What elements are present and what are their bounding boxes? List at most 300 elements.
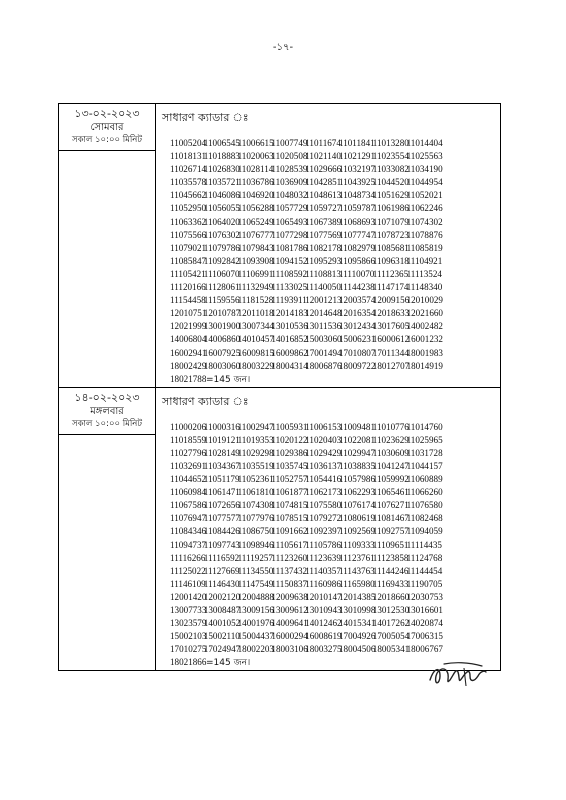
roll-number: 13010536 — [271, 321, 308, 332]
roll-number: 11035519 — [237, 460, 274, 471]
roll-number: 13007733 — [170, 605, 207, 615]
roll-row — [170, 591, 500, 604]
roll-number: 11085681 — [372, 242, 409, 253]
roll-number: 11006153 — [305, 421, 342, 432]
roll-number: 11085847 — [170, 255, 207, 266]
roll-number: 11132949 — [237, 282, 274, 293]
roll-number: 11123858 — [372, 552, 409, 563]
roll-number: 11067389 — [305, 216, 342, 227]
roll-number: 11005204 — [170, 138, 207, 148]
roll-number: 15002110 — [203, 631, 240, 642]
roll-number: 11077976 — [237, 513, 274, 524]
roll-row — [170, 294, 500, 307]
exam-date: ১৪-০২-২০২৩ — [74, 390, 140, 404]
roll-number: 11108592 — [271, 268, 308, 279]
roll-row — [170, 630, 500, 643]
roll-number: 11075580 — [305, 500, 342, 511]
roll-number: 11081786 — [271, 242, 308, 253]
roll-number: 11035745 — [271, 460, 308, 471]
roll-number: 11096318 — [372, 255, 409, 266]
roll-number: 11021291 — [338, 151, 376, 162]
roll-number: 12011018 — [237, 308, 274, 319]
roll-number: 11133025 — [271, 282, 308, 293]
roll-number: 12010787 — [203, 308, 241, 319]
roll-list-cell — [156, 104, 501, 388]
roll-number: 11112365 — [372, 268, 409, 279]
roll-number: 12010147 — [305, 591, 342, 602]
roll-number: 17005054 — [372, 631, 410, 642]
roll-number: 11062293 — [338, 487, 376, 498]
roll-number: 17010275 — [170, 644, 207, 655]
roll-number: 11127669 — [203, 565, 240, 576]
roll-number: 11077298 — [271, 229, 308, 240]
roll-number: 11036137 — [305, 460, 342, 471]
roll-number: 17004926 — [338, 631, 376, 642]
roll-number: 14001976 — [237, 618, 274, 629]
roll-number: 12030753 — [406, 591, 443, 602]
roll-number: 11084426 — [203, 526, 240, 537]
roll-row — [170, 539, 500, 552]
roll-number: 11082979 — [338, 242, 376, 253]
roll-number: 11051629 — [372, 190, 409, 201]
roll-row — [170, 229, 500, 242]
roll-number: 11026714 — [170, 164, 207, 175]
roll-number: 11018559 — [170, 434, 207, 445]
roll-number: 18009722 — [338, 360, 376, 371]
roll-number: 12003574 — [338, 295, 376, 306]
roll-row — [170, 447, 500, 460]
roll-number: 11048032 — [271, 190, 308, 201]
roll-number: 12002120 — [203, 591, 241, 602]
roll-number: 13010998 — [338, 605, 376, 615]
roll-row — [170, 307, 500, 320]
roll-number: 18001983 — [406, 347, 443, 358]
roll-number: 14010457 — [237, 334, 274, 345]
roll-number: 11056055 — [203, 203, 240, 214]
roll-number: 11048734 — [338, 190, 376, 201]
roll-number: 18021866 — [170, 657, 207, 668]
roll-number: 13012530 — [372, 605, 410, 615]
roll-row — [170, 137, 500, 150]
roll-row — [170, 552, 500, 565]
cadre-heading: সাধারণ ক্যাডার ঃ — [162, 111, 249, 124]
page-number: -১৭- — [272, 42, 294, 53]
roll-number: 16009815 — [237, 347, 274, 358]
roll-number: 11042851 — [305, 177, 342, 188]
roll-number: 11060984 — [170, 487, 207, 498]
roll-number: 11079786 — [203, 242, 240, 253]
roll-number: 13007344 — [237, 321, 274, 332]
roll-number: 11064020 — [203, 216, 240, 227]
roll-number: 11065493 — [271, 216, 308, 227]
roll-number: 16000612 — [372, 334, 410, 345]
roll-number: 11033082 — [372, 164, 409, 175]
roll-number: 15006231 — [338, 334, 376, 345]
roll-number: 11075566 — [170, 229, 207, 240]
roll-number: 11150837 — [271, 578, 308, 589]
roll-number: 13009156 — [237, 605, 274, 615]
roll-number: 11091662 — [271, 526, 308, 537]
exam-time: সকাল ১০:০০ মিনিট — [71, 135, 142, 145]
exam-day: সোমবার — [90, 122, 124, 133]
roll-number: 11077747 — [338, 229, 376, 240]
roll-number: 16009862 — [271, 347, 308, 358]
roll-list-cell — [156, 387, 501, 671]
roll-number: 13010943 — [305, 605, 342, 615]
roll-number: 11079272 — [305, 513, 342, 524]
roll-number: 14017262 — [372, 618, 410, 629]
roll-number: 11013280 — [372, 138, 409, 148]
roll-number: 11144246 — [372, 565, 409, 576]
roll-number: 11094152 — [271, 255, 308, 266]
roll-number: 11078876 — [406, 229, 443, 240]
roll-number: 11025965 — [406, 434, 443, 445]
roll-number: 18014919 — [406, 360, 443, 371]
roll-number: 11078515 — [271, 513, 308, 524]
roll-number: 11029429 — [305, 447, 342, 458]
roll-row — [170, 578, 500, 591]
roll-number: 11072656 — [203, 500, 240, 511]
roll-row — [170, 150, 500, 163]
roll-row — [170, 565, 500, 578]
exam-schedule-table — [58, 103, 501, 671]
roll-number: 14015341 — [338, 618, 376, 629]
roll-number: 13001900 — [203, 321, 241, 332]
roll-number: 12018660 — [372, 591, 410, 602]
roll-row — [170, 525, 500, 538]
roll-number: 11076174 — [338, 500, 376, 511]
roll-row — [170, 617, 500, 630]
roll-row — [170, 643, 500, 656]
roll-number: 18003106 — [271, 644, 308, 655]
roll-number: 11119257 — [237, 552, 273, 563]
roll-number: 14016852 — [271, 334, 308, 345]
roll-number: 11123761 — [338, 552, 375, 563]
roll-number: 12001213 — [305, 295, 342, 306]
roll-number: 11165980 — [338, 578, 375, 589]
roll-number: 12010029 — [406, 295, 443, 306]
roll-number: 12021660 — [406, 308, 443, 319]
roll-number: 11061986 — [372, 203, 409, 214]
roll-number: 18004314 — [271, 360, 308, 371]
roll-number: 11034367 — [203, 460, 240, 471]
total-count: =145 জন। — [206, 374, 251, 385]
roll-number: 11160986 — [305, 578, 341, 589]
roll-number: 11020063 — [237, 151, 274, 162]
roll-number: 11036786 — [237, 177, 274, 188]
roll-number: 11062173 — [305, 487, 342, 498]
roll-number: 11078723 — [372, 229, 409, 240]
roll-number: 11124768 — [406, 552, 443, 563]
roll-number: 11144238 — [338, 282, 375, 293]
roll-row — [170, 242, 500, 255]
roll-number: 11020122 — [271, 434, 308, 445]
roll-number: 14009641 — [271, 618, 308, 629]
roll-number: 11109651 — [372, 539, 409, 550]
roll-number: 11134550 — [237, 565, 274, 576]
roll-number: 11076580 — [406, 500, 443, 511]
roll-number: 11140357 — [305, 565, 341, 576]
roll-number: 13023579 — [170, 618, 207, 629]
roll-number: 11105786 — [305, 539, 341, 550]
roll-number: 11085819 — [406, 242, 443, 253]
roll-number: 18004506 — [338, 644, 376, 655]
roll-number: 11068693 — [338, 216, 376, 227]
roll-number: 16008619 — [305, 631, 342, 642]
roll-number: 11006615 — [237, 138, 274, 148]
exam-day: মঙ্গলবার — [90, 405, 124, 417]
roll-number: 11076947 — [170, 513, 207, 524]
roll-number: 11045662 — [170, 190, 207, 201]
roll-number: 11109333 — [338, 539, 375, 550]
roll-number: 11041247 — [372, 460, 409, 471]
roll-row — [170, 255, 500, 268]
signature — [424, 658, 494, 694]
roll-row — [170, 434, 500, 447]
roll-number: 11018131 — [170, 151, 207, 162]
roll-number: 11000206 — [170, 421, 207, 432]
roll-number: 11026830 — [203, 164, 240, 175]
exam-time: সকাল ১০:০০ মিনিট — [71, 418, 142, 429]
roll-number: 11014760 — [406, 421, 443, 432]
roll-number: 12014183 — [271, 308, 308, 319]
roll-number: 13016601 — [406, 605, 443, 615]
roll-number: 11128061 — [203, 282, 240, 293]
roll-row — [170, 512, 500, 525]
roll-number: 11148340 — [406, 282, 443, 293]
roll-number: 14006860 — [203, 334, 241, 345]
roll-number: 11181528 — [237, 295, 274, 306]
roll-number: 11046920 — [237, 190, 274, 201]
roll-number: 11065249 — [237, 216, 274, 227]
roll-number: 11010776 — [372, 421, 409, 432]
roll-number: 15002103 — [170, 631, 207, 642]
roll-row — [170, 268, 500, 281]
roll-number: 18002429 — [170, 360, 207, 371]
roll-number: 11076302 — [203, 229, 240, 240]
roll-number: 11023629 — [372, 434, 409, 445]
roll-number: 11084346 — [170, 526, 207, 537]
roll-number-list — [156, 127, 500, 387]
roll-number: 11065461 — [372, 487, 409, 498]
roll-number: 11011841 — [338, 138, 375, 148]
roll-number: 13008487 — [203, 605, 241, 615]
roll-number-list — [156, 411, 500, 671]
roll-number: 11076271 — [372, 500, 409, 511]
roll-row — [170, 604, 500, 617]
roll-row — [170, 176, 500, 189]
roll-number: 11029666 — [305, 164, 342, 175]
roll-row — [170, 460, 500, 473]
roll-number: 14002482 — [406, 321, 443, 332]
roll-number: 11114435 — [406, 539, 442, 550]
roll-number: 11140050 — [305, 282, 341, 293]
roll-number: 11054416 — [305, 474, 342, 485]
roll-number: 11108813 — [305, 268, 341, 279]
schedule-row-1 — [59, 104, 501, 388]
roll-number: 13011536 — [305, 321, 342, 332]
roll-row — [170, 216, 500, 229]
roll-number: 12016354 — [338, 308, 376, 319]
roll-number: 11110070 — [338, 268, 375, 279]
roll-number: 12001420 — [170, 591, 207, 602]
roll-number: 11060889 — [406, 474, 443, 485]
roll-number: 11116266 — [170, 552, 206, 563]
roll-number: 11079021 — [170, 242, 207, 253]
roll-number: 11061877 — [271, 487, 308, 498]
roll-number: 14020874 — [406, 618, 443, 629]
roll-number: 11044954 — [406, 177, 443, 188]
roll-number: 11021140 — [305, 151, 341, 162]
roll-number: 11029298 — [237, 447, 274, 458]
roll-number: 18005341 — [372, 644, 410, 655]
roll-number: 11074815 — [271, 500, 308, 511]
roll-number: 11059992 — [372, 474, 409, 485]
roll-number: 11028114 — [237, 164, 274, 175]
roll-number: 11097743 — [203, 539, 240, 550]
roll-number: 18003229 — [237, 360, 274, 371]
schedule-row-2 — [59, 387, 501, 671]
roll-number: 11018883 — [203, 151, 240, 162]
roll-row — [170, 421, 500, 434]
date-cell — [59, 387, 156, 671]
roll-number: 11043925 — [338, 177, 376, 188]
roll-number: 11092397 — [305, 526, 342, 537]
roll-number: 11035578 — [170, 177, 207, 188]
roll-number: 11044652 — [170, 474, 207, 485]
roll-number: 11086750 — [237, 526, 274, 537]
roll-number: 18003060 — [203, 360, 241, 371]
roll-number: 12009156 — [372, 295, 410, 306]
roll-number: 11059787 — [338, 203, 376, 214]
roll-number: 11169433 — [372, 578, 409, 589]
roll-number: 18006876 — [305, 360, 342, 371]
roll-number: 11057729 — [271, 203, 308, 214]
roll-number: 11034190 — [406, 164, 443, 175]
roll-number: 16002941 — [170, 347, 207, 358]
roll-number: 12014385 — [338, 591, 376, 602]
roll-number: 11071079 — [372, 216, 409, 227]
roll-number: 11027796 — [170, 447, 207, 458]
roll-number: 11137432 — [271, 565, 308, 576]
roll-number: 11028149 — [203, 447, 240, 458]
date-cell — [59, 104, 156, 388]
roll-number: 11092842 — [203, 255, 240, 266]
roll-number: 11011674 — [305, 138, 341, 148]
roll-number: 11029386 — [271, 447, 308, 458]
exam-date: ১৩-০২-২০২৩ — [74, 107, 140, 120]
roll-number: 11120166 — [170, 282, 206, 293]
roll-number: 11104921 — [406, 255, 443, 266]
roll-number: 11063362 — [170, 216, 207, 227]
roll-number: 11046086 — [203, 190, 240, 201]
roll-number: 11025563 — [406, 151, 443, 162]
roll-number: 11062246 — [406, 203, 443, 214]
roll-number: 11159556 — [203, 295, 240, 306]
roll-number: 12009638 — [271, 591, 308, 602]
roll-number: 18002203 — [237, 644, 274, 655]
divider — [59, 147, 155, 151]
cadre-heading: সাধারণ ক্যাডার ঃ — [162, 394, 249, 408]
roll-number: 11077569 — [305, 229, 342, 240]
roll-number: 11066260 — [406, 487, 443, 498]
roll-number: 17024947 — [203, 644, 241, 655]
roll-row — [170, 473, 500, 486]
roll-row — [170, 320, 500, 333]
roll-number: 11067586 — [170, 500, 207, 511]
roll-number: 11031728 — [406, 447, 443, 458]
roll-number: 17011344 — [372, 347, 409, 358]
roll-number: 11059727 — [305, 203, 342, 214]
roll-number: 11009481 — [338, 421, 376, 432]
roll-row — [170, 347, 500, 360]
roll-number: 16000294 — [271, 631, 308, 642]
roll-row — [170, 486, 500, 499]
roll-row — [170, 202, 500, 215]
roll-number: 12010751 — [170, 308, 207, 319]
roll-number: 11092757 — [372, 526, 409, 537]
roll-number: 11028539 — [271, 164, 308, 175]
roll-number: 11147174 — [372, 282, 409, 293]
roll-number: 11077577 — [203, 513, 240, 524]
total-row — [170, 373, 500, 387]
roll-number: 15003060 — [305, 334, 342, 345]
roll-number: 11019121 — [203, 434, 240, 445]
roll-number: 11074302 — [406, 216, 443, 227]
roll-row — [170, 281, 500, 294]
roll-number: 11005931 — [271, 421, 308, 432]
roll-number: 11052021 — [406, 190, 443, 201]
roll-number: 11038835 — [338, 460, 376, 471]
roll-number: 13012434 — [338, 321, 376, 332]
roll-number: 17001494 — [305, 347, 342, 358]
roll-number: 11061471 — [203, 487, 240, 498]
roll-number: 18006767 — [406, 644, 443, 655]
roll-number: 11094059 — [406, 526, 443, 537]
roll-number: 11098946 — [237, 539, 274, 550]
roll-number: 11081467 — [372, 513, 409, 524]
roll-row — [170, 333, 500, 346]
roll-number: 18012707 — [372, 360, 410, 371]
roll-number: 11032691 — [170, 460, 207, 471]
roll-number: 11093908 — [237, 255, 274, 266]
roll-number: 16001232 — [406, 334, 443, 345]
roll-number: 11029947 — [338, 447, 376, 458]
roll-number: 11057986 — [338, 474, 376, 485]
roll-number: 11023554 — [372, 151, 409, 162]
roll-row — [170, 499, 500, 512]
roll-number: 11022081 — [338, 434, 376, 445]
roll-number: 11092569 — [338, 526, 376, 537]
roll-number: 11106991 — [237, 268, 274, 279]
roll-number: 11143763 — [338, 565, 375, 576]
roll-number: 11105421 — [170, 268, 206, 279]
roll-number: 11020508 — [271, 151, 308, 162]
roll-number: 11116592 — [203, 552, 240, 563]
roll-number: 11044157 — [406, 460, 443, 471]
roll-number: 11074308 — [237, 500, 274, 511]
roll-number: 11095293 — [305, 255, 342, 266]
roll-number: 11044520 — [372, 177, 409, 188]
roll-number: 11014404 — [406, 138, 443, 148]
roll-number: 11193911 — [271, 295, 307, 306]
roll-number: 11000316 — [203, 421, 240, 432]
roll-row — [170, 163, 500, 176]
roll-number: 18021788 — [170, 373, 207, 384]
roll-number: 11146430 — [203, 578, 240, 589]
roll-number: 11007749 — [271, 138, 308, 148]
roll-number: 11154458 — [170, 295, 206, 306]
